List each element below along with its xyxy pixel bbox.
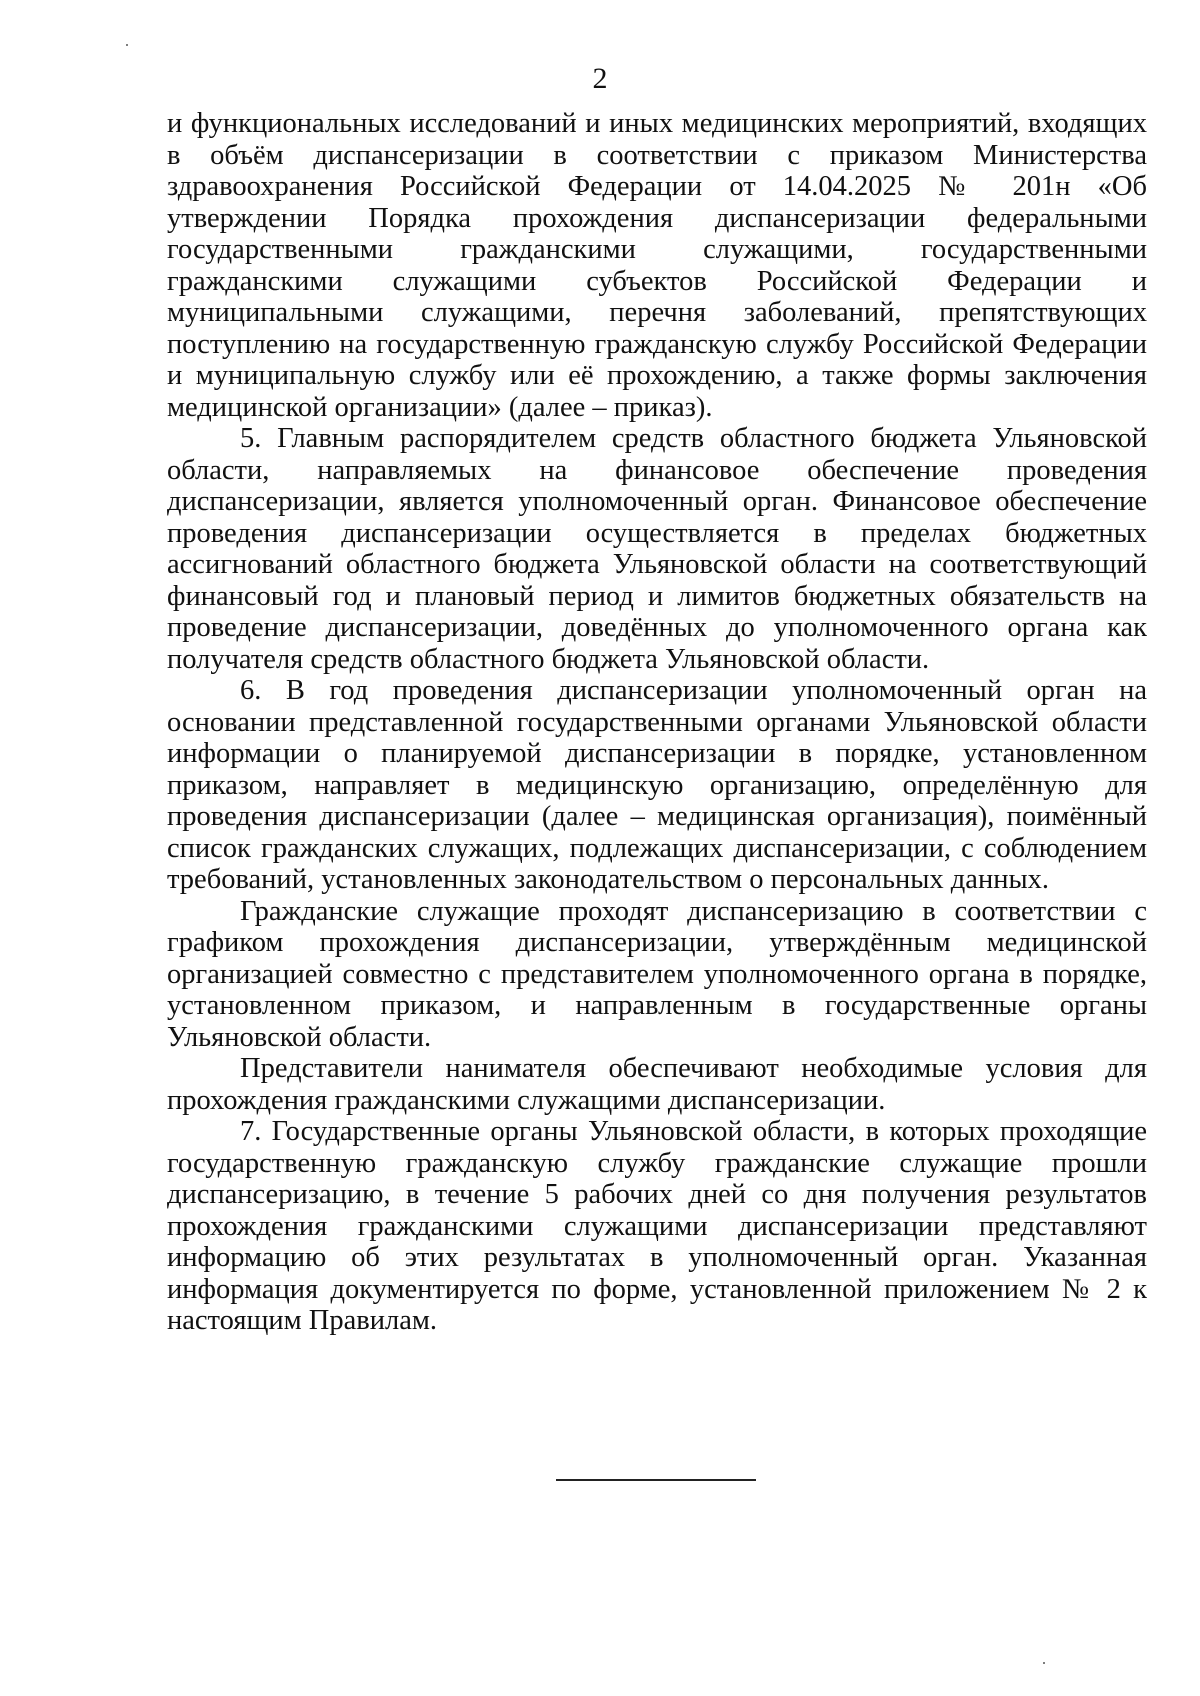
paragraph-item-5: 5. Главным распорядителем средств областного бюджета Ульяновской области, направляемых на финансовое обеспечение проведения диспансеризации, является уполномоченный орган. Финансовое обеспечение проведения диспансеризации осуществляется в пределах бюджетных ассигнований областного бюджета Ульяновской области на соответствующий финансовый год и плановый период и лимитов бюджетных обязательств на проведение диспансеризации, доведённых до уполномоченного органа как получателя средств областного бюджета Ульяновской области. [167,423,1147,675]
page-number: 2 [592,62,608,95]
paragraph-item-6: 6. В год проведения диспансеризации уполномоченный орган на основании представленной государственными органами Ульяновской области информации о планируемой диспансеризации в порядке, установленном приказом, направляет в медицинскую организацию, определённую для проведения диспансеризации (далее – медицинская организация), поимённый список гражданских служащих, подлежащих диспансеризации, с соблюдением требований, установленных законодательством о персональных данных. [167,675,1147,895]
scan-speck [1043,1662,1045,1664]
scan-speck [126,44,128,46]
paragraph-item-6-schedule: Гражданские служащие проходят диспансеризацию в соответствии с графиком прохождения диспансеризации, утверждённым медицинской организацией совместно с представителем уполномоченного органа в порядке, установленном приказом, и направленным в государственные органы Ульяновской области. [167,895,1147,1053]
paragraph-item-6-employers: Представители нанимателя обеспечивают необходимые условия для прохождения гражданскими служащими диспансеризации. [167,1053,1147,1116]
document-body [167,108,1147,1337]
paragraph-continuation: и функциональных исследований и иных медицинских мероприятий, входящих в объём диспансеризации в соответствии с приказом Министерства здравоохранения Российской Федерации от 14.04.2025 № 201н «Об утверждении Порядка прохождения диспансеризации федеральными государственными гражданскими служащими, государственными гражданскими служащими субъектов Российской Федерации и муниципальными служащими, перечня заболеваний, препятствующих поступлению на государственную гражданскую службу Российской Федерации и муниципальную службу или её прохождению, а также формы заключения медицинской организации» (далее – приказ). [167,108,1147,423]
end-of-text-rule [556,1479,756,1481]
paragraph-item-7: 7. Государственные органы Ульяновской области, в которых проходящие государственную гражданскую службу гражданские служащие прошли диспансеризацию, в течение 5 рабочих дней со дня получения результатов прохождения гражданскими служащими диспансеризации представляют информацию об этих результатах в уполномоченный орган. Указанная информация документируется по форме, установленной приложением № 2 к настоящим Правилам. [167,1116,1147,1336]
